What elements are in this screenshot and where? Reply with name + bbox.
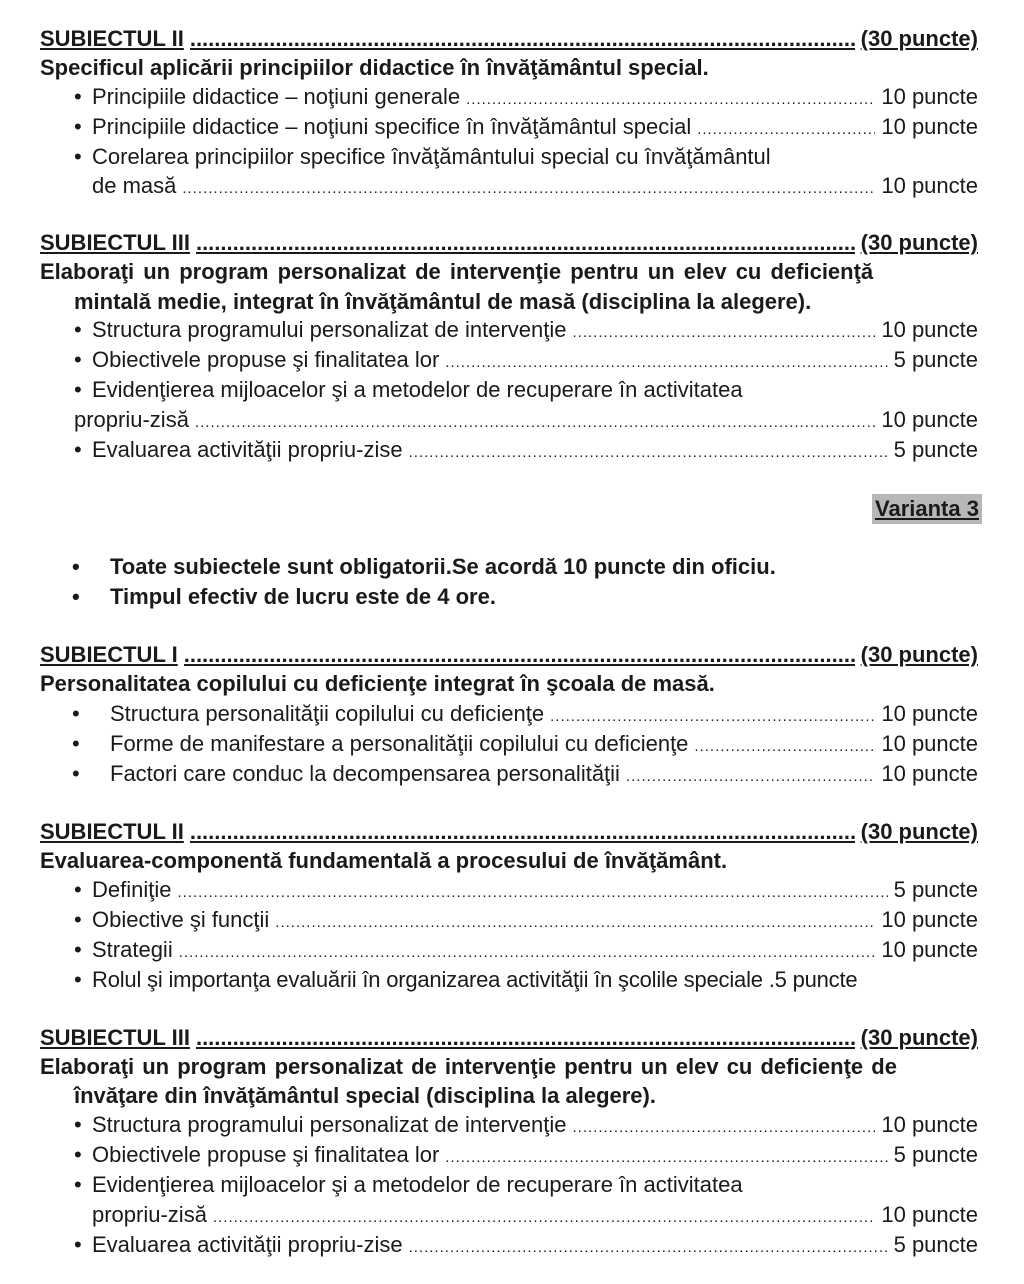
subject-title: Elaboraţi un program personalizat de intervenţie pentru un elev cu deficienţă xyxy=(40,259,874,284)
bullet-icon: • xyxy=(74,84,82,109)
dot-leader xyxy=(409,439,888,467)
dot-leader xyxy=(196,229,855,257)
point-line xyxy=(72,760,978,788)
subject-title: Evaluarea-componentă fundamentală a procesului de învăţământ. xyxy=(40,848,728,873)
dot-leader xyxy=(179,939,876,967)
subject-header xyxy=(40,1024,978,1052)
bullet-icon: • xyxy=(74,937,82,962)
bullet-icon: • xyxy=(74,1142,82,1167)
point-line xyxy=(72,730,978,758)
point-line xyxy=(74,346,978,374)
point-line xyxy=(74,876,978,904)
point-value: 5 puncte xyxy=(893,1232,978,1257)
subject-label: SUBIECTUL I xyxy=(40,642,178,667)
point-value: 10 puncte xyxy=(881,761,978,786)
bullet-icon: • xyxy=(74,907,82,932)
point-text: Evidenţierea mijloacelor şi a metodelor de recuperare în activitatea xyxy=(92,1172,743,1197)
point-text: Principiile didactice – noţiuni specifice în învăţământul special xyxy=(92,114,692,139)
dot-leader xyxy=(195,409,875,437)
point-text: de masă xyxy=(92,173,177,198)
dot-leader xyxy=(184,641,855,669)
point-text: Forme de manifestare a personalităţii copilului cu deficienţe xyxy=(110,731,689,756)
dot-leader xyxy=(550,703,875,731)
bullet-icon: • xyxy=(74,114,82,139)
bullet-icon: • xyxy=(72,554,80,579)
subject-points: (30 puncte) xyxy=(860,819,978,844)
bullet-icon: • xyxy=(74,144,82,169)
point-text: Obiectivele propuse şi finalitatea lor xyxy=(92,1142,440,1167)
dot-leader xyxy=(177,879,887,907)
subject-header xyxy=(40,818,978,846)
point-value: 10 puncte xyxy=(881,937,978,962)
point-text: propriu-zisă xyxy=(74,407,189,432)
rule-line xyxy=(72,583,496,611)
point-line-continued xyxy=(92,1201,978,1229)
point-value: 10 puncte xyxy=(881,731,978,756)
subject-points: (30 puncte) xyxy=(860,642,978,667)
dot-leader xyxy=(196,1024,855,1052)
point-line xyxy=(74,1141,978,1169)
point-line xyxy=(74,143,771,171)
subject-title: Specificul aplicării principiilor didactice în învăţământul special. xyxy=(40,55,709,80)
bullet-icon: • xyxy=(74,1172,82,1197)
point-line xyxy=(74,1111,978,1139)
dot-leader xyxy=(182,175,875,203)
subject-label: SUBIECTUL III xyxy=(40,230,190,255)
subject-label: SUBIECTUL II xyxy=(40,819,184,844)
point-value: 10 puncte xyxy=(881,114,978,139)
dot-leader xyxy=(409,1234,888,1262)
point-line xyxy=(74,1231,978,1259)
point-value: 10 puncte xyxy=(881,317,978,342)
point-text: Factori care conduc la decompensarea personalităţii xyxy=(110,761,620,786)
subject-label: SUBIECTUL III xyxy=(40,1025,190,1050)
point-text: propriu-zisă xyxy=(92,1202,207,1227)
point-value: 10 puncte xyxy=(881,173,978,198)
point-value: 5 puncte xyxy=(893,347,978,372)
bullet-icon: • xyxy=(74,317,82,342)
dot-leader xyxy=(572,319,875,347)
dot-leader xyxy=(275,909,875,937)
point-text: Structura personalităţii copilului cu deficienţe xyxy=(110,701,545,726)
subject-header xyxy=(40,641,978,669)
subject-label: SUBIECTUL II xyxy=(40,26,184,51)
point-text: Evidenţierea mijloacelor şi a metodelor de recuperare în activitatea xyxy=(92,377,743,402)
bullet-icon: • xyxy=(72,731,80,756)
point-line-continued xyxy=(92,172,978,200)
point-value: 10 puncte xyxy=(881,907,978,932)
point-value: 10 puncte xyxy=(881,1202,978,1227)
subject-title-line2: învăţare din învăţământul special (disciplina la alegere). xyxy=(74,1083,656,1108)
bullet-icon: • xyxy=(74,377,82,402)
dot-leader xyxy=(445,349,887,377)
point-line xyxy=(74,316,978,344)
point-text: Evaluarea activităţii propriu-zise xyxy=(92,1232,403,1257)
point-line xyxy=(74,376,743,404)
bullet-icon: • xyxy=(74,877,82,902)
variant-label: Varianta 3 xyxy=(872,494,982,524)
point-text: Definiţie xyxy=(92,877,172,902)
bullet-icon: • xyxy=(74,1112,82,1137)
point-text: Strategii xyxy=(92,937,173,962)
point-text: Obiectivele propuse şi finalitatea lor xyxy=(92,347,440,372)
dot-leader xyxy=(190,818,855,846)
bullet-icon: • xyxy=(74,437,82,462)
bullet-icon: • xyxy=(74,1232,82,1257)
bullet-icon: • xyxy=(72,584,80,609)
point-line xyxy=(74,1171,743,1199)
point-value: 5 puncte xyxy=(893,1142,978,1167)
subject-points: (30 puncte) xyxy=(860,1025,978,1050)
point-text: Obiective şi funcţii xyxy=(92,907,270,932)
dot-leader xyxy=(190,25,855,53)
point-line xyxy=(74,83,978,111)
dot-leader xyxy=(572,1114,875,1142)
subject-title: Personalitatea copilului cu deficienţe integrat în şcoala de masă. xyxy=(40,671,715,696)
point-value: 5 puncte xyxy=(893,437,978,462)
bullet-icon: • xyxy=(72,701,80,726)
point-text: Structura programului personalizat de intervenţie xyxy=(92,317,567,342)
point-line xyxy=(74,436,978,464)
dot-leader xyxy=(694,733,875,761)
point-value: 10 puncte xyxy=(881,407,978,432)
subject-points: (30 puncte) xyxy=(860,230,978,255)
point-value: 10 puncte xyxy=(881,84,978,109)
point-line xyxy=(74,906,978,934)
dot-leader xyxy=(697,116,875,144)
point-line xyxy=(74,936,978,964)
point-value: 10 puncte xyxy=(881,701,978,726)
point-line-continued xyxy=(74,406,978,434)
point-value: 5 puncte xyxy=(893,877,978,902)
point-text: Principiile didactice – noţiuni generale xyxy=(92,84,461,109)
subject-title-line2: mintală medie, integrat în învăţământul de masă (disciplina la alegere). xyxy=(74,289,812,314)
point-line xyxy=(74,966,857,994)
dot-leader xyxy=(466,86,875,114)
subject-header xyxy=(40,25,978,53)
point-text: Rolul şi importanţa evaluării în organizarea activităţii în şcolile speciale .5 puncte xyxy=(92,967,858,992)
dot-leader xyxy=(445,1144,887,1172)
subject-points: (30 puncte) xyxy=(860,26,978,51)
point-line xyxy=(72,700,978,728)
bullet-icon: • xyxy=(74,347,82,372)
point-value: 10 puncte xyxy=(881,1112,978,1137)
rule-text: Toate subiectele sunt obligatorii.Se acordă 10 puncte din oficiu. xyxy=(110,554,776,579)
bullet-icon: • xyxy=(74,967,82,992)
point-text: Evaluarea activităţii propriu-zise xyxy=(92,437,403,462)
subject-header xyxy=(40,229,978,257)
point-text: Structura programului personalizat de intervenţie xyxy=(92,1112,567,1137)
dot-leader xyxy=(626,763,875,791)
point-text: Corelarea principiilor specifice învăţământului special cu învăţământul xyxy=(92,144,771,169)
dot-leader xyxy=(213,1204,875,1232)
subject-title: Elaboraţi un program personalizat de intervenţie pentru un elev cu deficienţe de xyxy=(40,1054,897,1079)
rule-line xyxy=(72,553,776,581)
rule-text: Timpul efectiv de lucru este de 4 ore. xyxy=(110,584,496,609)
bullet-icon: • xyxy=(72,761,80,786)
point-line xyxy=(74,113,978,141)
